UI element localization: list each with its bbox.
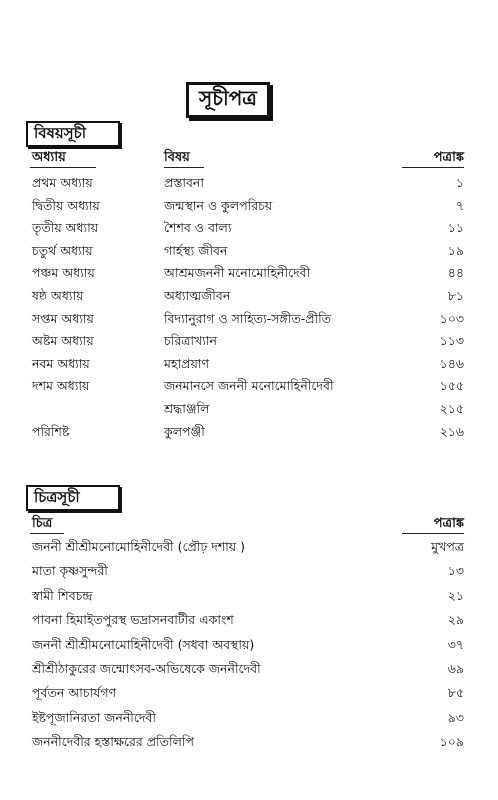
subject-row-chapter: দ্বিতীয় অধ্যায় bbox=[32, 197, 100, 213]
subjects-header-underline bbox=[164, 167, 204, 168]
subject-row-chapter: চতুর্থ অধ্যায় bbox=[32, 242, 93, 258]
subject-row-page: ৪৪ bbox=[447, 265, 464, 281]
image-row-image: জননী শ্রীশ্রীমনোমোহিনীদেবী (সধবা অবস্থায়) bbox=[32, 636, 255, 652]
image-row-image: শ্রীশ্রীঠাকুরের জন্মোৎসব-অভিষেকে জননীদেবী bbox=[32, 661, 261, 676]
page-title: সূচীপত্র bbox=[186, 82, 270, 118]
subject-row-chapter: পরিশিষ্ট bbox=[32, 423, 70, 439]
image-row-page: ২১ bbox=[447, 587, 464, 603]
image-row-image: স্বামী শিবচন্দ্র bbox=[32, 587, 93, 603]
image-row-page: ৬৯ bbox=[447, 661, 464, 676]
images-header-image: চিত্র bbox=[32, 516, 53, 531]
image-row-page: ৯৩ bbox=[447, 709, 464, 725]
subject-row-topic: আশ্রমজননী মনোমোহিনীদেবী bbox=[164, 265, 311, 281]
subject-row-page: ১১ bbox=[447, 220, 464, 236]
subject-row-page: ১০৩ bbox=[439, 310, 464, 326]
images-header-underline bbox=[30, 533, 64, 534]
image-row-image: ইষ্টপূজানিরতা জননীদেবী bbox=[32, 709, 156, 725]
subject-row-chapter: সপ্তম অধ্যায় bbox=[32, 310, 94, 326]
subjects-header-page: পত্রাঙ্ক bbox=[433, 150, 464, 165]
subject-row-page: ১৫৫ bbox=[439, 378, 464, 394]
subject-row-topic: গার্হস্থ্য জীবন bbox=[164, 242, 228, 258]
subjects-section-label: বিষয়সূচী bbox=[26, 121, 120, 147]
image-row-page: ৩৭ bbox=[447, 636, 464, 652]
image-row-image: পূর্বতন আচার্যগণ bbox=[32, 685, 117, 701]
subjects-header-underline bbox=[402, 167, 464, 168]
subject-row-topic: শ্রদ্ধাঞ্জলি bbox=[164, 401, 210, 416]
subject-row-page: ২১৬ bbox=[439, 423, 464, 439]
subject-row-page: ১১৩ bbox=[439, 333, 464, 349]
subject-row-page: ১৪৬ bbox=[439, 355, 464, 371]
subjects-header-chapter: অধ্যায় bbox=[32, 150, 66, 165]
subjects-header-underline bbox=[30, 167, 96, 168]
subject-row-chapter: ষষ্ঠ অধ্যায় bbox=[32, 288, 84, 303]
subject-row-page: ৭ bbox=[455, 197, 464, 213]
subject-row-page: ৮১ bbox=[447, 288, 464, 303]
image-row-page: ১৩ bbox=[447, 563, 464, 579]
image-row-image: জননী শ্রীশ্রীমনোমোহিনীদেবী (প্রৌঢ় দশায় ) bbox=[32, 539, 246, 554]
subject-row-page: ১৯ bbox=[447, 242, 464, 258]
subject-row-topic: শৈশব ও বাল্য bbox=[164, 220, 232, 236]
image-row-page: মুখপত্র bbox=[431, 539, 464, 554]
subject-row-topic: মহাপ্রয়াণ bbox=[164, 355, 210, 371]
subject-row-topic: প্রস্তাবনা bbox=[164, 175, 204, 190]
subject-row-topic: জন্মস্থান ও কুলপরিচয় bbox=[164, 197, 273, 213]
subject-row-topic: অধ্যাত্মজীবন bbox=[164, 288, 231, 303]
subject-row-topic: বিদ্যানুরাগ ও সাহিত্য-সঙ্গীত-প্রীতি bbox=[164, 310, 332, 326]
subject-row-chapter: প্রথম অধ্যায় bbox=[32, 175, 93, 190]
subject-row-topic: চরিত্রাখ্যান bbox=[164, 333, 217, 349]
subject-row-page: ১ bbox=[455, 175, 464, 190]
images-header-page: পত্রাঙ্ক bbox=[433, 516, 464, 531]
image-row-page: ৮৫ bbox=[447, 685, 464, 701]
image-row-image: মাতা কৃষ্ণসুন্দরী bbox=[32, 563, 108, 579]
images-header-underline bbox=[402, 533, 464, 534]
image-row-page: ২৯ bbox=[447, 612, 464, 628]
subject-row-page: ২১৫ bbox=[439, 401, 464, 416]
image-row-page: ১০৯ bbox=[439, 734, 464, 750]
image-row-image: জননীদেবীর হস্তাক্ষরের প্রতিলিপি bbox=[32, 734, 194, 750]
subjects-header-topic: বিষয় bbox=[164, 150, 190, 165]
subject-row-chapter: তৃতীয় অধ্যায় bbox=[32, 220, 99, 236]
subject-row-chapter: অষ্টম অধ্যায় bbox=[32, 333, 94, 349]
image-row-image: পাবনা হিমাইতপুরস্থ ভদ্রাসনবাটীর একাংশ bbox=[32, 612, 234, 628]
subject-row-topic: জনমানসে জননী মনোমোহিনীদেবী bbox=[164, 378, 334, 394]
subject-row-chapter: পঞ্চম অধ্যায় bbox=[32, 265, 95, 281]
images-section-label: চিত্রসূচী bbox=[26, 485, 120, 511]
subject-row-topic: কুলপঞ্জী bbox=[164, 423, 205, 439]
subject-row-chapter: নবম অধ্যায় bbox=[32, 355, 90, 371]
subject-row-chapter: দশম অধ্যায় bbox=[32, 378, 90, 394]
